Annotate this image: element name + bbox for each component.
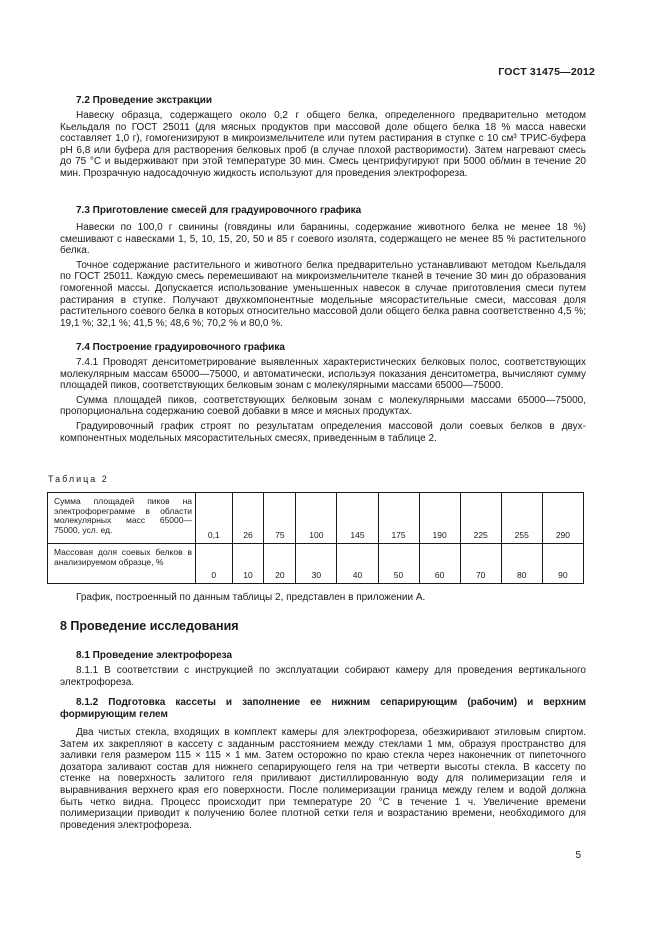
table-cell: 60 bbox=[419, 544, 460, 584]
table-cell: 30 bbox=[296, 544, 337, 584]
table-cell: 145 bbox=[337, 493, 378, 544]
section-8-1-2-text bbox=[60, 727, 586, 831]
table-row-label: Сумма площадей пиков на электрофореграмме в области молекулярных масс 65000—75000, усл. ед. bbox=[48, 493, 196, 544]
table-cell: 175 bbox=[378, 493, 419, 544]
table-cell: 80 bbox=[501, 544, 542, 584]
standard-header: ГОСТ 31475—2012 bbox=[498, 66, 595, 78]
heading-8-1-2 bbox=[60, 697, 586, 720]
table-cell: 40 bbox=[337, 544, 378, 584]
section-7-2-text bbox=[60, 110, 586, 180]
section-7-4-text bbox=[60, 357, 586, 444]
heading-7-4: 7.4 Построение градуировочного графика bbox=[76, 342, 285, 353]
table-row-label: Массовая доля соевых белков в анализируемом образце, % bbox=[48, 544, 196, 584]
table-row bbox=[48, 493, 584, 544]
table-cell: 70 bbox=[460, 544, 501, 584]
table-2 bbox=[47, 492, 584, 584]
paragraph: 8.1.1 В соответствии с инструкцией по эксплуатации собирают камеру для проведения вертикального электрофореза. bbox=[60, 665, 586, 688]
table-cell: 26 bbox=[232, 493, 264, 544]
table-cell: 75 bbox=[264, 493, 296, 544]
section-7-3-text bbox=[60, 222, 586, 329]
heading-7-2: 7.2 Проведение экстракции bbox=[76, 95, 213, 106]
table-cell: 0 bbox=[196, 544, 233, 584]
paragraph: 8.1.2 Подготовка кассеты и заполнение ее нижним сепарирующим (рабочим) и верхним формирующим гелем bbox=[60, 697, 586, 720]
table-cell: 100 bbox=[296, 493, 337, 544]
paragraph: Навески по 100,0 г свинины (говядины или баранины, содержание животного белка не менее 18 %) смешивают с навесками 1, 5, 10, 15, 20, 50 и 85 г соевого изолята, содержащего не менее 85 % растительного белка. bbox=[60, 222, 586, 257]
table-cell: 290 bbox=[542, 493, 583, 544]
table-cell: 255 bbox=[501, 493, 542, 544]
after-table-text bbox=[60, 592, 586, 604]
heading-7-3: 7.3 Приготовление смесей для градуировочного графика bbox=[76, 205, 362, 216]
paragraph: График, построенный по данным таблицы 2, представлен в приложении А. bbox=[76, 592, 426, 603]
table-cell: 0,1 bbox=[196, 493, 233, 544]
table-row bbox=[48, 544, 584, 584]
paragraph: Навеску образца, содержащего около 0,2 г общего белка, определенного предварительно методом Кьельдаля по ГОСТ 25011 (для мясных продуктов при массовой доле общего белка 18 % масса навески составляет 1,0 г), гомогенизируют в микроизмельчителе или путем растирания в ступке с 10 см³ ТРИС-буфера pH 6,8 или буфера для растворения белковых проб (в случае плохой растворимости). Затем нагревают смесь до 75 °С и выдерживают при этой температуре 30 мин. Смесь центрифугируют при 5000 об/мин в течение 20 мин. Прозрачную надосадочную жидкость используют для проведения электрофореза. bbox=[60, 110, 586, 179]
heading-8-1: 8.1 Проведение электрофореза bbox=[76, 650, 233, 661]
table-cell: 50 bbox=[378, 544, 419, 584]
paragraph: Сумма площадей пиков, соответствующих белковым зонам с молекулярными массами 65000—75000, пропорциональна содержанию соевой добавки в мясе и мясных продуктах. bbox=[60, 394, 586, 418]
paragraph: Градуировочный график строят по результатам определения массовой доли соевых белков в двухкомпонентных модельных мясорастительных смесях, приведенным в таблице 2. bbox=[60, 420, 586, 444]
table-cell: 20 bbox=[264, 544, 296, 584]
table-caption: Таблица 2 bbox=[48, 474, 109, 484]
paragraph: 7.4.1 Проводят денситометрирование выявленных характеристических белковых полос, соответствующих молекулярным массам 65000—75000, и автоматически, используя показания денситометра, вычисляют сумму площадей пиков, соответствующих белковым зонам с молекулярными массами 65000—75000. bbox=[60, 357, 586, 392]
table-cell: 225 bbox=[460, 493, 501, 544]
paragraph: Два чистых стекла, входящих в комплект камеры для электрофореза, обезжиривают этиловым спиртом. Затем их закрепляют в кассету с заданным расстоянием между стеклами 1 мм, образуя пространство для заливки геля размером 115 × 115 × 1 мм. Затем осторожно по краю стекла через наконечник от пипеточного дозатора заливают состав для нижнего сепарирующего геля на три четверти высоты стекла. В кассету по стенке на поверхность залитого геля приливают дистиллированную воду для полимеризации геля и выравнивания верхнего края его поверхности. После полимеризации граница между гелем и водой должна быть четко видна. Процесс происходит при температуре 20 °С в течение 1 ч. Увеличение времени полимеризации приводит к получению более плотной сетки геля и возрастанию времени, необходимого для проведения электрофореза. bbox=[60, 727, 586, 831]
table-cell: 190 bbox=[419, 493, 460, 544]
table-cell: 90 bbox=[542, 544, 583, 584]
heading-8: 8 Проведение исследования bbox=[60, 619, 239, 633]
table-cell: 10 bbox=[232, 544, 264, 584]
section-8-1-1-text bbox=[60, 665, 586, 688]
page-number: 5 bbox=[575, 850, 581, 861]
paragraph: Точное содержание растительного и животного белка предварительно устанавливают методом Кьельдаля по ГОСТ 25011. Каждую смесь перемешивают на микроизмельчителе тканей в течение 30 мин до образования гомогенной массы. Допускается использование уменьшенных навесок в случае приготовления смеси путем растирания в ступке. Получают двухкомпонентные модельные мясорастительные смеси, массовая доля растительного соевого белка в которых относительно массовой доли общего белка равна соответственно 4,5 %; 19,1 %; 32,1 %; 41,5 %; 48,6 %; 70,2 % и 80,0 %. bbox=[60, 259, 586, 329]
